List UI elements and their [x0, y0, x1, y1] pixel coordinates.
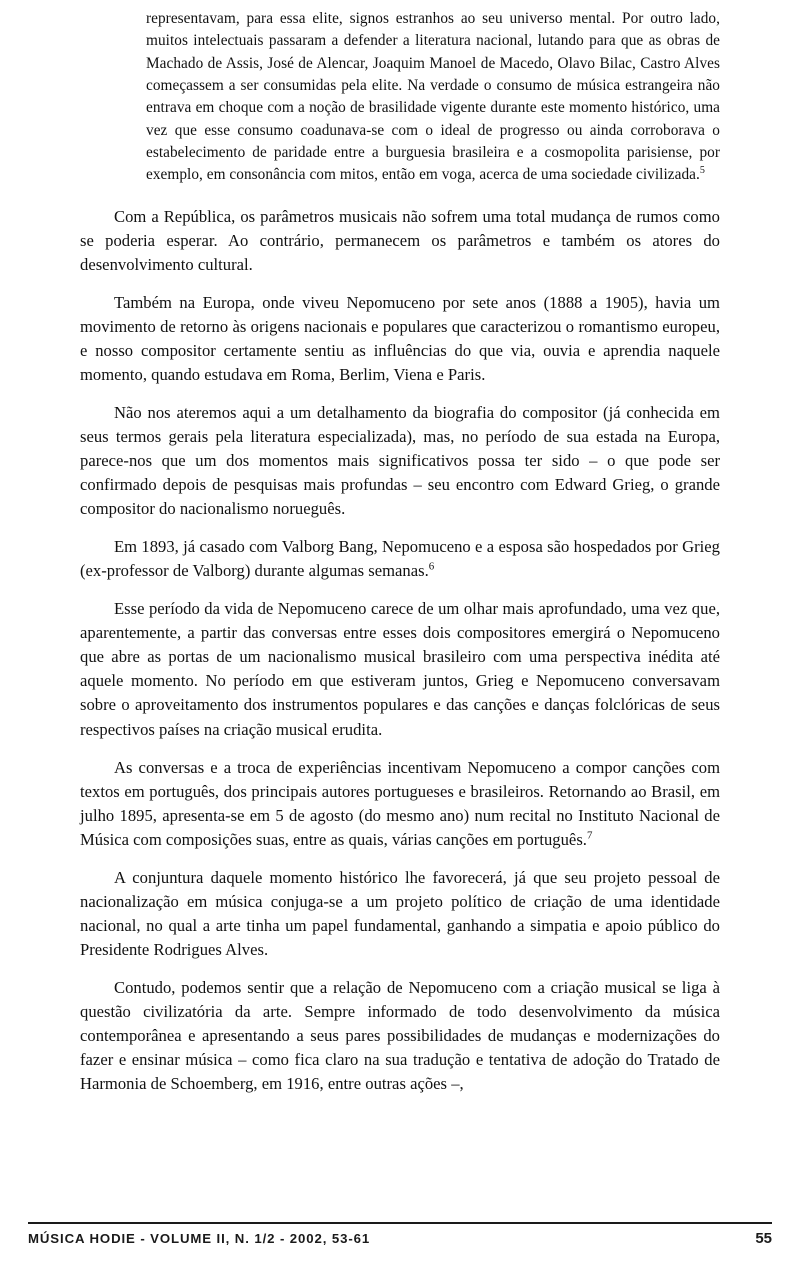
page-number: 55 [755, 1230, 772, 1247]
block-quote-text: representavam, para essa elite, signos estranhos ao seu universo mental. Por outro lado, muitos intelectuais passaram a defender a literatura nacional, lutando para que as obras de Machado de Assis, José de Alencar, Joaquim Manoel de Macedo, Olavo Bilac, Castro Alves começassem a ser consumidas pela elite. Na verdade o consumo de música estrangeira não entrava em choque com a noção de brasilidade vigente durante este momento histórico, uma vez que esse consumo coadunava-se com o ideal de progresso ou ainda corroborava o estabelecimento de paridade entre a burguesia brasileira e a cosmopolita parisiense, por exemplo, em consonância com mitos, então em voga, acerca de uma sociedade civilizada. [146, 10, 720, 184]
block-quote [80, 8, 720, 187]
footnote-marker: 5 [699, 165, 705, 177]
paragraph [80, 401, 720, 521]
paragraph-text: Não nos ateremos aqui a um detalhamento da biografia do compositor (já conhecida em seus termos gerais pela literatura especializada), mas, no período de sua estada na Europa, parece-nos que um dos momentos mais significativos possa ter sido – o que pode ser confirmado depois de pesquisas mais profundas – seu encontro com Edward Grieg, o grande compositor do nacionalismo norueguês. [80, 402, 720, 519]
page-content [80, 8, 720, 1110]
paragraph [80, 756, 720, 852]
journal-citation: MÚSICA HODIE - VOLUME II, N. 1/2 - 2002, 53-61 [28, 1231, 371, 1246]
paragraph [80, 535, 720, 583]
paragraph-text: Contudo, podemos sentir que a relação de Nepomuceno com a criação musical se liga à questão civilizatória da arte. Sempre informado de todo desenvolvimento da música contemporânea e apresentando a seus pares possibilidades de mudanças e modernizações do fazer e ensinar música – como fica claro na sua tradução e tentativa de adoção do Tratado de Harmonia de Schoemberg, em 1916, entre outras ações –, [80, 977, 720, 1094]
paragraph-text: Também na Europa, onde viveu Nepomuceno por sete anos (1888 a 1905), havia um movimento de retorno às origens nacionais e populares que caracterizou o romantismo europeu, e nosso compositor certamente sentiu as influências do que via, ouvia e aprendia naquele momento, quando estudava em Roma, Berlim, Viena e Paris. [80, 292, 720, 384]
paragraph [80, 291, 720, 387]
paragraph [80, 866, 720, 962]
page-footer [28, 1222, 772, 1247]
paragraph [80, 597, 720, 741]
paragraph-text: Em 1893, já casado com Valborg Bang, Nepomuceno e a esposa são hospedados por Grieg (ex-professor de Valborg) durante algumas semanas. [80, 537, 720, 581]
paragraph-text: A conjuntura daquele momento histórico lhe favorecerá, já que seu projeto pessoal de nacionalização em música conjuga-se a um projeto político de criação de uma identidade nacional, no qual a arte tinha um papel fundamental, ganhando a simpatia e apoio público do Presidente Rodrigues Alves. [80, 867, 720, 959]
footnote-marker: 7 [586, 829, 593, 842]
paragraph [80, 205, 720, 277]
paragraph-text: As conversas e a troca de experiências incentivam Nepomuceno a compor canções com textos em português, dos principais autores portugueses e brasileiros. Retornando ao Brasil, em julho 1895, apresenta-se em 5 de agosto (do mesmo ano) num recital no Instituto Nacional de Música com composições suas, entre as quais, várias canções em português. [80, 757, 720, 849]
paragraph-text: Com a República, os parâmetros musicais não sofrem uma total mudança de rumos como se poderia esperar. Ao contrário, permanecem os parâmetros e também os atores do desenvolvimento cultural. [80, 206, 720, 274]
paragraph [80, 976, 720, 1096]
footnote-marker: 6 [428, 560, 435, 573]
paragraph-text: Esse período da vida de Nepomuceno carece de um olhar mais aprofundado, uma vez que, aparentemente, a partir das conversas entre esses dois compositores emergirá o Nepomuceno que abre as portas de um nacionalismo musical brasileiro com uma perspectiva inédita até aquele momento. No período em que estiveram juntos, Grieg e Nepomuceno conversavam sobre o aproveitamento dos instrumentos populares e das canções e danças folclóricas de seus respectivos países na criação musical erudita. [80, 599, 720, 739]
